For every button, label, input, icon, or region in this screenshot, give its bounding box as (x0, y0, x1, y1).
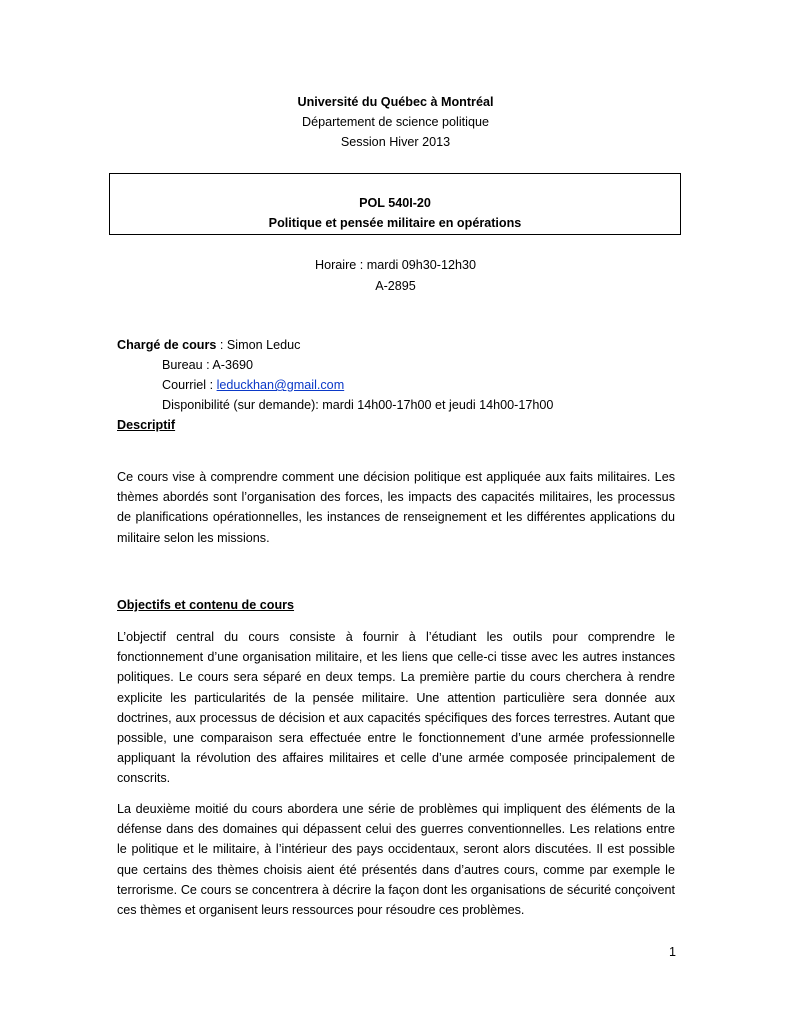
email-link[interactable]: leduckhan@gmail.com (216, 378, 345, 392)
schedule-time: Horaire : mardi 09h30-12h30 (314, 258, 476, 272)
description-paragraph: Ce cours vise à comprendre comment une décision politique est appliquée aux faits militaires. Les thèmes abordés sont l’organisation des forces, les impacts des capacités militaires, les processus de planifications opérationnelles, les instances de renseignement et les différentes applications du militaire selon les missions. (117, 470, 675, 545)
objectives-heading: Objectifs et contenu de cours (117, 598, 295, 612)
session-label: Session Hiver 2013 (340, 135, 451, 149)
instructor-name: : Simon Leduc (216, 338, 301, 352)
department-name: Département de science politique (302, 115, 489, 129)
availability-line: Disponibilité (sur demande): mardi 14h00-17h00 et jeudi 14h00-17h00 (162, 398, 554, 412)
instructor-label: Chargé de cours (117, 338, 217, 352)
course-title: Politique et pensée militaire en opérations (268, 216, 522, 230)
office-line: Bureau : A-3690 (162, 358, 254, 372)
university-name: Université du Québec à Montréal (297, 95, 494, 109)
schedule-room: A-2895 (375, 279, 416, 293)
email-label: Courriel : (162, 378, 217, 392)
page-number: 1 (668, 945, 676, 959)
objectives-paragraph-1: L’objectif central du cours consiste à fournir à l’étudiant les outils pour comprendre le fonctionnement d’une organisation militaire, et les liens que celle-ci tisse avec les autres instances politiques. Le cours sera séparé en deux temps. La première partie du cours cherchera à rendre explicite les particularités de la pensée militaire. Une attention particulière sera donnée aux doctrines, aux processus de décision et aux capacités spécifiques des forces terrestres. Autant que possible, une comparaison sera effectuée entre le fonctionnement d’une armée professionnelle appliquant la révolution des affaires militaires et celle d’une armée composée principalement de conscrits. (117, 630, 675, 786)
objectives-paragraph-2: La deuxième moitié du cours abordera une série de problèmes qui impliquent des éléments de la défense dans des domaines qui dépassent celui des guerres conventionnelles. Les relations entre le politique et le militaire, à l’intérieur des pays occidentaux, seront alors discutées. Il est possible que certains des thèmes choisis aient été présentés dans d’autres cours, comme par exemple le terrorisme. Ce cours se concentrera à décrire la façon dont les organisations de sécurité conçoivent ces thèmes et organisent leurs ressources pour résoudre ces problèmes. (117, 802, 675, 918)
description-heading: Descriptif (117, 418, 176, 432)
course-title-box (109, 173, 681, 235)
course-code: POL 540I-20 (359, 196, 431, 210)
instructor-line (117, 335, 300, 355)
email-line (162, 375, 344, 395)
